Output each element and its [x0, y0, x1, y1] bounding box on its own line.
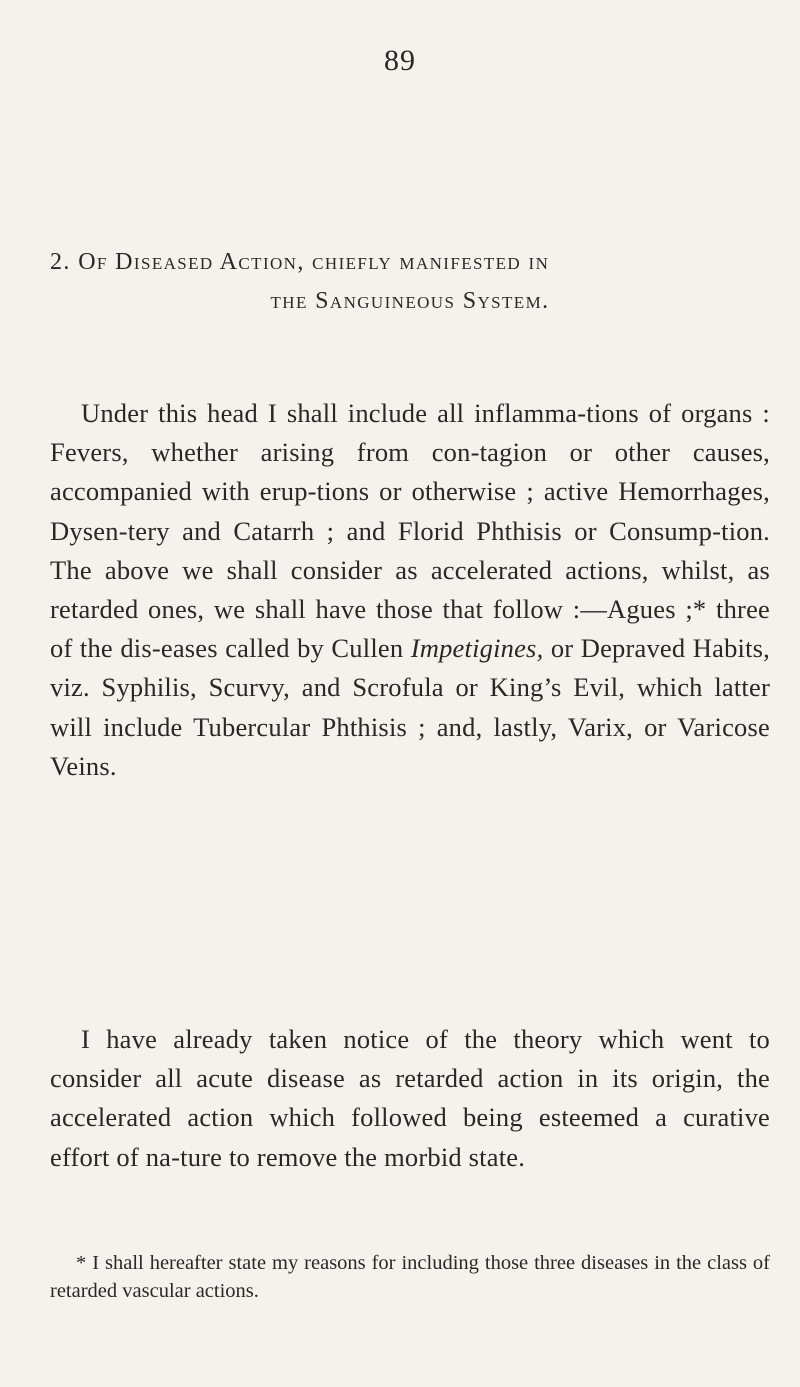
- footnote: * I shall hereafter state my reasons for including those three diseases in the class of retarded vascular actions.: [50, 1252, 770, 1302]
- paragraph-1-italic-term: Impetigines,: [410, 633, 544, 664]
- paragraph-2: I have already taken notice of the theory which went to consider all acute disease as retarded action in its origin, the accelerated action which followed being esteemed a curative effort of na-ture to remove the morbid state.: [50, 1024, 770, 1172]
- paragraph-1-text-b: or Depraved Habits, viz. Syphilis, Scurvy, and Scrofula or King’s Evil, which latter will include Tubercular Phthisis ; and, lastly, Varix, or Varicose Veins.: [50, 633, 770, 781]
- section-heading-line-1: 2. Of Diseased Action, chiefly manifested in: [50, 249, 550, 275]
- section-heading: [50, 243, 770, 321]
- page-number: 89: [384, 44, 416, 77]
- paragraph-1-text-a: Under this head I shall include all inflamma-tions of organs : Fevers, whether arising from con-tagion or other causes, accompanied with erup-tions or otherwise ; active Hemorrhages, Dysen-tery and Catarrh ; and Florid Phthisis or Consump-tion. The above we shall consider as accelerated actions, whilst, as retarded ones, we shall have those that follow :—Agues ;* three of the dis-eases called by Cullen: [50, 398, 770, 664]
- paragraph-1: [50, 394, 770, 786]
- section-heading-line-2: the Sanguineous System.: [270, 288, 550, 314]
